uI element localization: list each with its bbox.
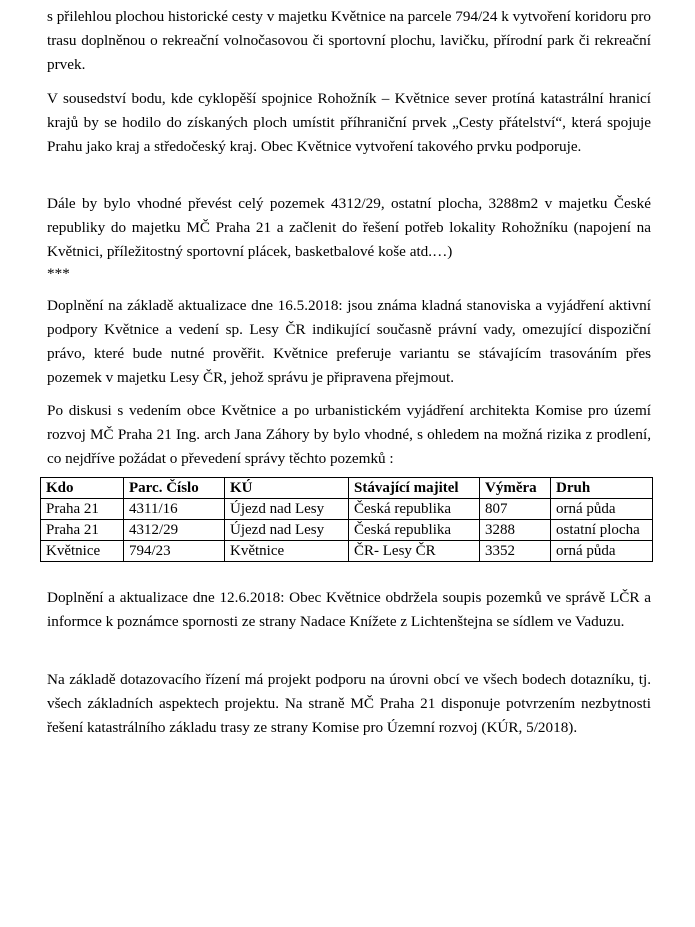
cell-area: 3352 (480, 541, 551, 562)
paragraph-survey-support: Na základě dotazovacího řízení má projekt podporu na úrovni obcí ve všech bodech dotazníku, tj. všech základních aspektech projektu. Na straně MČ Praha 21 disponuje potvrzením nezbytnosti řešení katastrálního základu trasy ze strany Komise pro Územní rozvoj (KÚR, 5/2018). (47, 671, 651, 736)
cell-current-owner: Česká republika (349, 520, 480, 541)
paragraph-request-transfer: Po diskusi s vedením obce Květnice a po urbanistickém vyjádření architekta Komise pro území rozvoj MČ Praha 21 Ing. arch Jana Záhory by bylo vhodné, s ohledem na možná rizika z prodlení, co nejdříve požádat o převedení správy těchto pozemků : (47, 402, 651, 467)
cell-cadastral-area: Újezd nad Lesy (225, 520, 349, 541)
cell-cadastral-area: Újezd nad Lesy (225, 499, 349, 520)
section-separator: *** (47, 265, 70, 282)
cell-kdo: Praha 21 (41, 499, 124, 520)
cell-current-owner: ČR- Lesy ČR (349, 541, 480, 562)
cell-parcel-number: 4311/16 (124, 499, 225, 520)
paragraph-parcel-transfer: Dále by bylo vhodné převést celý pozemek 4312/29, ostatní plocha, 3288m2 v majetku České republiky do majetku MČ Praha 21 a začlenit do řešení potřeb lokality Rohožníku (napojení na Květnici, příležitostný sportovní plácek, basketbalové koše atd.…) (47, 195, 651, 260)
cell-type: orná půda (551, 499, 653, 520)
paragraph-historic-path: s přilehlou plochou historické cesty v majetku Květnice na parcele 794/24 k vytvoření koridoru pro trasu doplněnou o rekreační volnočasovou či sportovní plochu, lavičku, přírodní park či rekreační prvek. (47, 8, 651, 73)
cell-area: 3288 (480, 520, 551, 541)
table-header-row (41, 478, 653, 499)
paragraph-update-may: Doplnění na základě aktualizace dne 16.5.2018: jsou známa kladná stanoviska a vyjádření aktivní podpory Květnice a vedení sp. Lesy ČR indikující současně právní vady, omezující dispoziční právo, které bude nutné prověřit. Květnice preferuje variantu se stávajícím trasováním přes pozemek v majetku Lesy ČR, jehož správu je připravena přejmout. (47, 297, 651, 386)
cell-type: orná půda (551, 541, 653, 562)
paragraph-friendship-path: V sousedství bodu, kde cyklopěší spojnice Rohožník – Květnice sever protíná katastrální hranicí krajů by se hodilo do získaných ploch umístit příhraniční prvek „Cesty přátelství“, která spojuje Prahu jako kraj a středočeský kraj. Obec Květnice vytvoření takového prvku podporuje. (47, 90, 651, 155)
cell-kdo: Květnice (41, 541, 124, 562)
parcels-table (40, 477, 653, 562)
cell-type: ostatní plocha (551, 520, 653, 541)
table-row (41, 499, 653, 520)
cell-kdo: Praha 21 (41, 520, 124, 541)
header-kdo: Kdo (41, 478, 124, 499)
cell-cadastral-area: Květnice (225, 541, 349, 562)
cell-current-owner: Česká republika (349, 499, 480, 520)
header-current-owner: Stávající majitel (349, 478, 480, 499)
header-cadastral-area: KÚ (225, 478, 349, 499)
table-row (41, 541, 653, 562)
cell-area: 807 (480, 499, 551, 520)
cell-parcel-number: 794/23 (124, 541, 225, 562)
header-type: Druh (551, 478, 653, 499)
cell-parcel-number: 4312/29 (124, 520, 225, 541)
header-parcel-number: Parc. Číslo (124, 478, 225, 499)
table-row (41, 520, 653, 541)
paragraph-update-june: Doplnění a aktualizace dne 12.6.2018: Obec Květnice obdržela soupis pozemků ve správě LČR a informce k poznámce spornosti ze strany Nadace Knížete z Lichtenštejna se sídlem ve Vaduzu. (47, 589, 651, 630)
header-area: Výměra (480, 478, 551, 499)
